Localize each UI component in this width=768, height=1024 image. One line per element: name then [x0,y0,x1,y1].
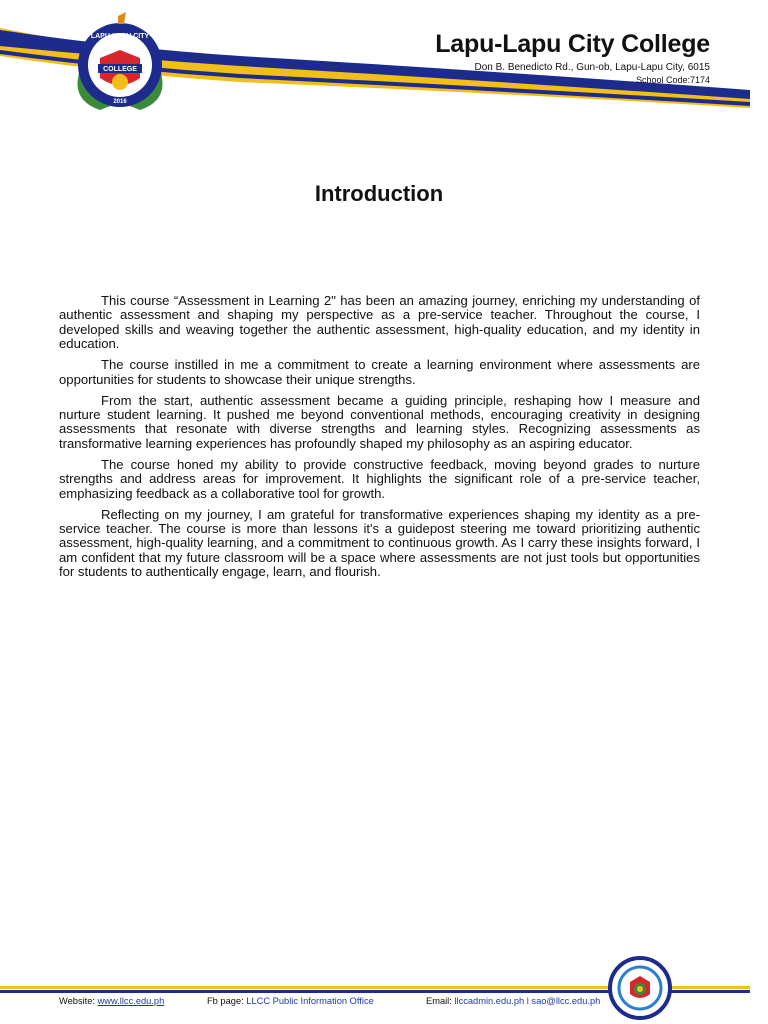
email-link[interactable]: llccadmin.edu.ph l sao@llcc.edu.ph [454,996,601,1006]
footer-email [426,996,600,1006]
college-seal-icon [60,10,180,120]
college-address: Don B. Benedicto Rd., Gun-ob, Lapu-Lapu City, 6015 [474,62,710,73]
paragraph: From the start, authentic assessment became a guiding principle, reshaping how I measure and nurture student learning. It pushed me beyond conventional methods, encouraging creativity in designing assessments that resonate with diverse strengths and learning styles. Recognizing assessments as transformative learning experiences has profoundly shaped my philosophy as an aspiring educator. [59,392,700,451]
footer-fb [207,996,374,1006]
footer-email-label: Email: [426,996,452,1006]
website-link[interactable]: www.llcc.edu.ph [97,996,165,1006]
footer-fb-label: Fb page: [207,996,244,1006]
paragraph: The course honed my ability to provide constructive feedback, moving beyond grades to nurture strengths and address areas for improvement. It highlights the significant role of a pre-service teacher, emphasizing feedback as a collaborative tool for growth. [59,456,700,501]
footer-website-label: Website: [59,996,95,1006]
school-code: School Code:7174 [635,75,710,85]
document-body [59,294,700,586]
page-title: Introduction [314,181,444,206]
logo-center-text: COLLEGE [103,66,137,73]
footer-website [59,996,164,1006]
college-name: Lapu-Lapu City College [435,30,710,58]
fb-page-link[interactable]: LLCC Public Information Office [246,996,374,1006]
paragraph: Reflecting on my journey, I am grateful for transformative experiences shaping my identity as a pre-service teacher. The course is more than lessons it's a guidepost steering me toward prioritizing authentic assessment, high-quality learning, and a commitment to continuous growth. As I carry these insights forward, I am confident that my future classroom will be a space where assessments are not just tools but opportunities for students to authentically engage, learn, and flourish. [59,506,700,580]
paragraph: This course “Assessment in Learning 2" has been an amazing journey, enriching my understanding of authentic assessment and shaping my perspective as a pre-service teacher. Throughout the course, I developed skills and weaving together the authentic assessment, high-quality education, and my identity in education. [59,293,700,352]
logo-ring-text: LAPU-LAPU CITY [90,33,150,40]
student-affairs-seal-icon [608,956,672,1020]
logo-year: 2016 [113,99,127,105]
paragraph: The course instilled in me a commitment to create a learning environment where assessments are opportunities for students to showcase their unique strengths. [59,357,700,387]
